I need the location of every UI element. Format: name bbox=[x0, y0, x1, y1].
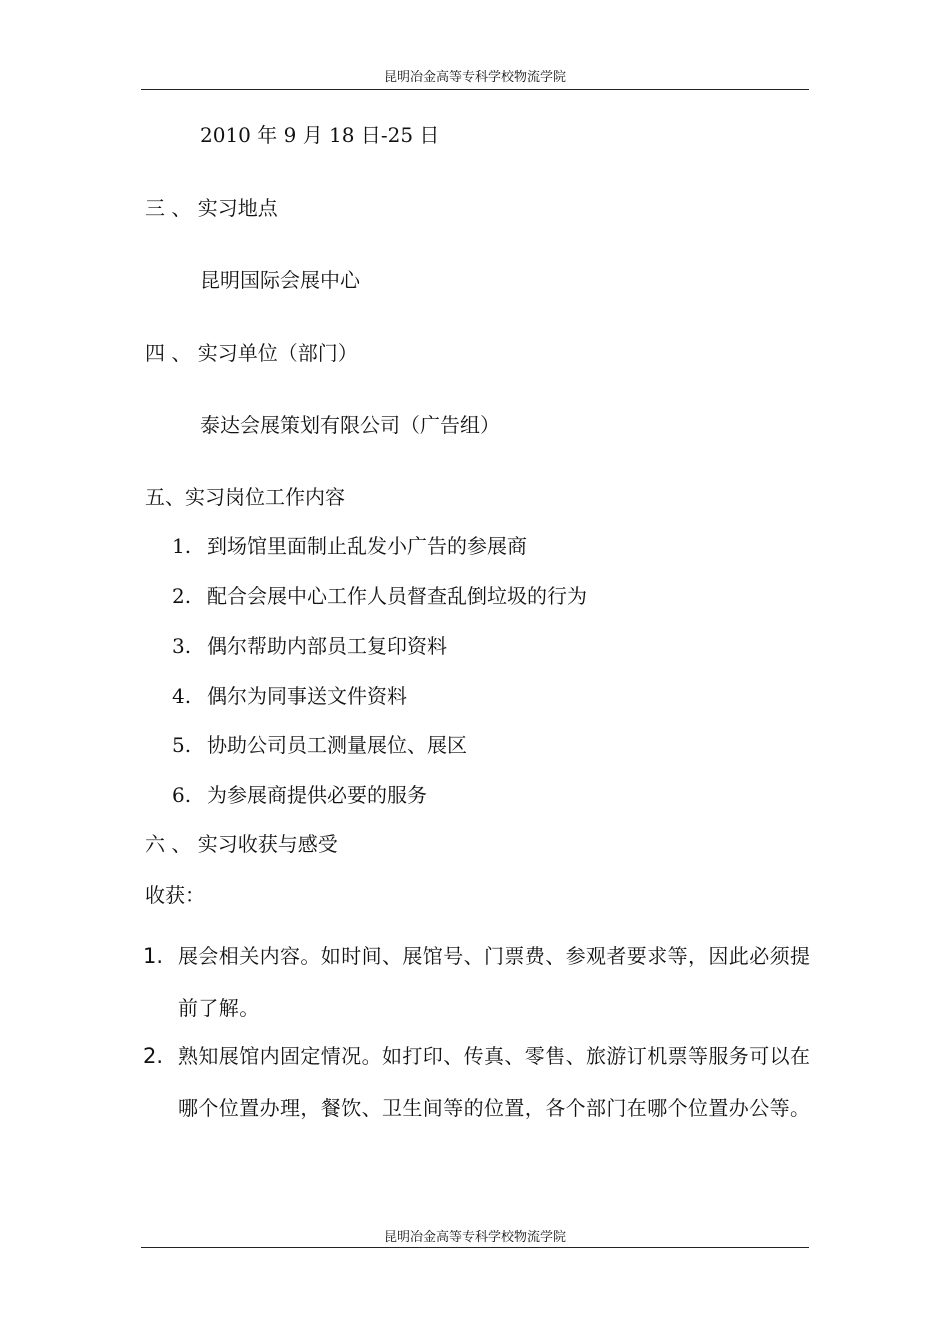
duty-item-number: 5. bbox=[172, 733, 192, 757]
section-heading-gains: 六 、 实习收获与感受 bbox=[145, 832, 338, 856]
duty-item bbox=[172, 683, 407, 709]
duty-item-text: 到场馆里面制止乱发小广告的参展商 bbox=[207, 534, 527, 558]
duty-item-number: 1. bbox=[172, 534, 192, 558]
gain-item-text: 熟知展馆内固定情况。如打印、传真、零售、旅游订机票等服务可以在哪个位置办理，餐饮、卫生间等的位置，各个部门在哪个位置办公等。 bbox=[178, 1044, 811, 1120]
duty-item-text: 配合会展中心工作人员督查乱倒垃圾的行为 bbox=[207, 584, 587, 608]
gain-item-number: 2. bbox=[143, 1044, 164, 1068]
duty-item-number: 2. bbox=[172, 584, 192, 608]
duty-item bbox=[172, 782, 427, 808]
unit-text: 泰达会展策划有限公司（广告组） bbox=[200, 413, 500, 437]
duty-item-number: 3. bbox=[172, 634, 192, 658]
page-footer: 昆明冶金高等专科学校物流学院 bbox=[141, 1229, 809, 1248]
gain-item-number: 1. bbox=[143, 944, 164, 968]
gain-item-text: 展会相关内容。如时间、展馆号、门票费、参观者要求等，因此必须提前了解。 bbox=[178, 944, 811, 1020]
section-heading-location: 三 、 实习地点 bbox=[145, 196, 278, 220]
duty-item bbox=[172, 732, 467, 758]
duty-item-text: 偶尔为同事送文件资料 bbox=[207, 684, 407, 708]
duty-item bbox=[172, 583, 587, 609]
duty-item-text: 为参展商提供必要的服务 bbox=[207, 783, 427, 807]
page-header: 昆明冶金高等专科学校物流学院 bbox=[141, 68, 809, 90]
duty-item bbox=[172, 633, 447, 659]
duty-item-text: 协助公司员工测量展位、展区 bbox=[207, 733, 467, 757]
duty-item bbox=[172, 533, 527, 559]
section-heading-unit: 四 、 实习单位（部门） bbox=[145, 341, 358, 365]
location-text: 昆明国际会展中心 bbox=[200, 268, 360, 292]
duty-item-number: 6. bbox=[172, 783, 192, 807]
internship-date: 2010 年 9 月 18 日-25 日 bbox=[200, 123, 440, 147]
section-heading-duties: 五、实习岗位工作内容 bbox=[145, 485, 345, 509]
duty-item-text: 偶尔帮助内部员工复印资料 bbox=[207, 634, 447, 658]
gains-label: 收获： bbox=[145, 883, 205, 907]
duty-item-number: 4. bbox=[172, 684, 192, 708]
